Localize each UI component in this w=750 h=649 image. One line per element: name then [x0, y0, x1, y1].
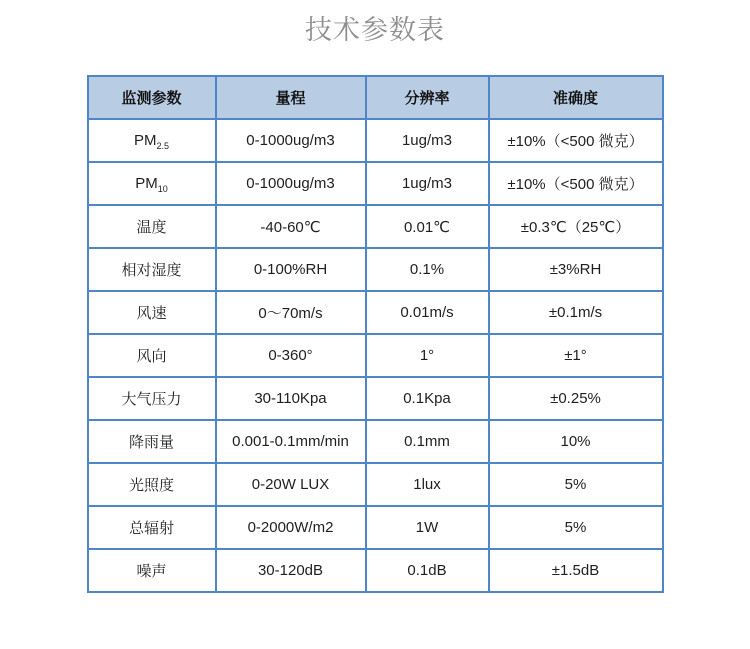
param-subscript: 10: [157, 184, 168, 194]
table-row: [88, 463, 663, 506]
column-header-resolution: 分辨率: [366, 76, 489, 119]
param-cell: 降雨量: [88, 420, 216, 463]
column-header-range: 量程: [216, 76, 366, 119]
param-cell: 相对湿度: [88, 248, 216, 291]
resolution-cell: 1lux: [366, 463, 489, 506]
parameters-table: [87, 75, 664, 593]
accuracy-cell: 10%: [489, 420, 663, 463]
accuracy-cell: ±1°: [489, 334, 663, 377]
range-cell: 0-360°: [216, 334, 366, 377]
accuracy-cell: ±1.5dB: [489, 549, 663, 592]
table-body: [88, 119, 663, 592]
resolution-cell: 0.1mm: [366, 420, 489, 463]
resolution-cell: 1°: [366, 334, 489, 377]
param-cell: 风向: [88, 334, 216, 377]
param-cell: $PM_{2.5}$: [88, 119, 216, 162]
resolution-cell: 0.01m/s: [366, 291, 489, 334]
param-cell: 温度: [88, 205, 216, 248]
table-row: [88, 377, 663, 420]
table-row: [88, 420, 663, 463]
param-subscript: 2.5: [156, 141, 169, 151]
resolution-cell: 1ug/m3: [366, 119, 489, 162]
column-header-param: 监测参数: [88, 76, 216, 119]
range-cell: 30-110Kpa: [216, 377, 366, 420]
accuracy-cell: ±0.1m/s: [489, 291, 663, 334]
table-row: [88, 119, 663, 162]
range-cell: 0-20W LUX: [216, 463, 366, 506]
column-header-accuracy: 准确度: [489, 76, 663, 119]
range-cell: 0-1000ug/m3: [216, 162, 366, 205]
range-cell: 0.001-0.1mm/min: [216, 420, 366, 463]
table-row: [88, 291, 663, 334]
table-row: [88, 549, 663, 592]
range-cell: 0-100%RH: [216, 248, 366, 291]
range-cell: 0-2000W/m2: [216, 506, 366, 549]
param-cell: 风速: [88, 291, 216, 334]
table-row: [88, 334, 663, 377]
range-cell: 0～70m/s: [216, 291, 366, 334]
param-cell: 大气压力: [88, 377, 216, 420]
accuracy-cell: ±10%（<500 微克）: [489, 162, 663, 205]
param-cell: 总辐射: [88, 506, 216, 549]
accuracy-cell: ±0.25%: [489, 377, 663, 420]
accuracy-cell: ±10%（<500 微克）: [489, 119, 663, 162]
table-row: [88, 506, 663, 549]
param-cell: $PM_{10}$: [88, 162, 216, 205]
range-cell: 0-1000ug/m3: [216, 119, 366, 162]
table-row: [88, 205, 663, 248]
param-cell: 噪声: [88, 549, 216, 592]
accuracy-cell: ±0.3℃（25℃）: [489, 205, 663, 248]
accuracy-cell: ±3%RH: [489, 248, 663, 291]
range-cell: 30-120dB: [216, 549, 366, 592]
accuracy-cell: 5%: [489, 506, 663, 549]
table-row: [88, 248, 663, 291]
resolution-cell: 0.01℃: [366, 205, 489, 248]
range-cell: -40-60℃: [216, 205, 366, 248]
param-cell: 光照度: [88, 463, 216, 506]
page-title: 技术参数表: [305, 15, 445, 45]
accuracy-cell: 5%: [489, 463, 663, 506]
resolution-cell: 1W: [366, 506, 489, 549]
resolution-cell: 0.1%: [366, 248, 489, 291]
resolution-cell: 1ug/m3: [366, 162, 489, 205]
resolution-cell: 0.1Kpa: [366, 377, 489, 420]
table-row: [88, 162, 663, 205]
table-header-row: [88, 76, 663, 119]
resolution-cell: 0.1dB: [366, 549, 489, 592]
